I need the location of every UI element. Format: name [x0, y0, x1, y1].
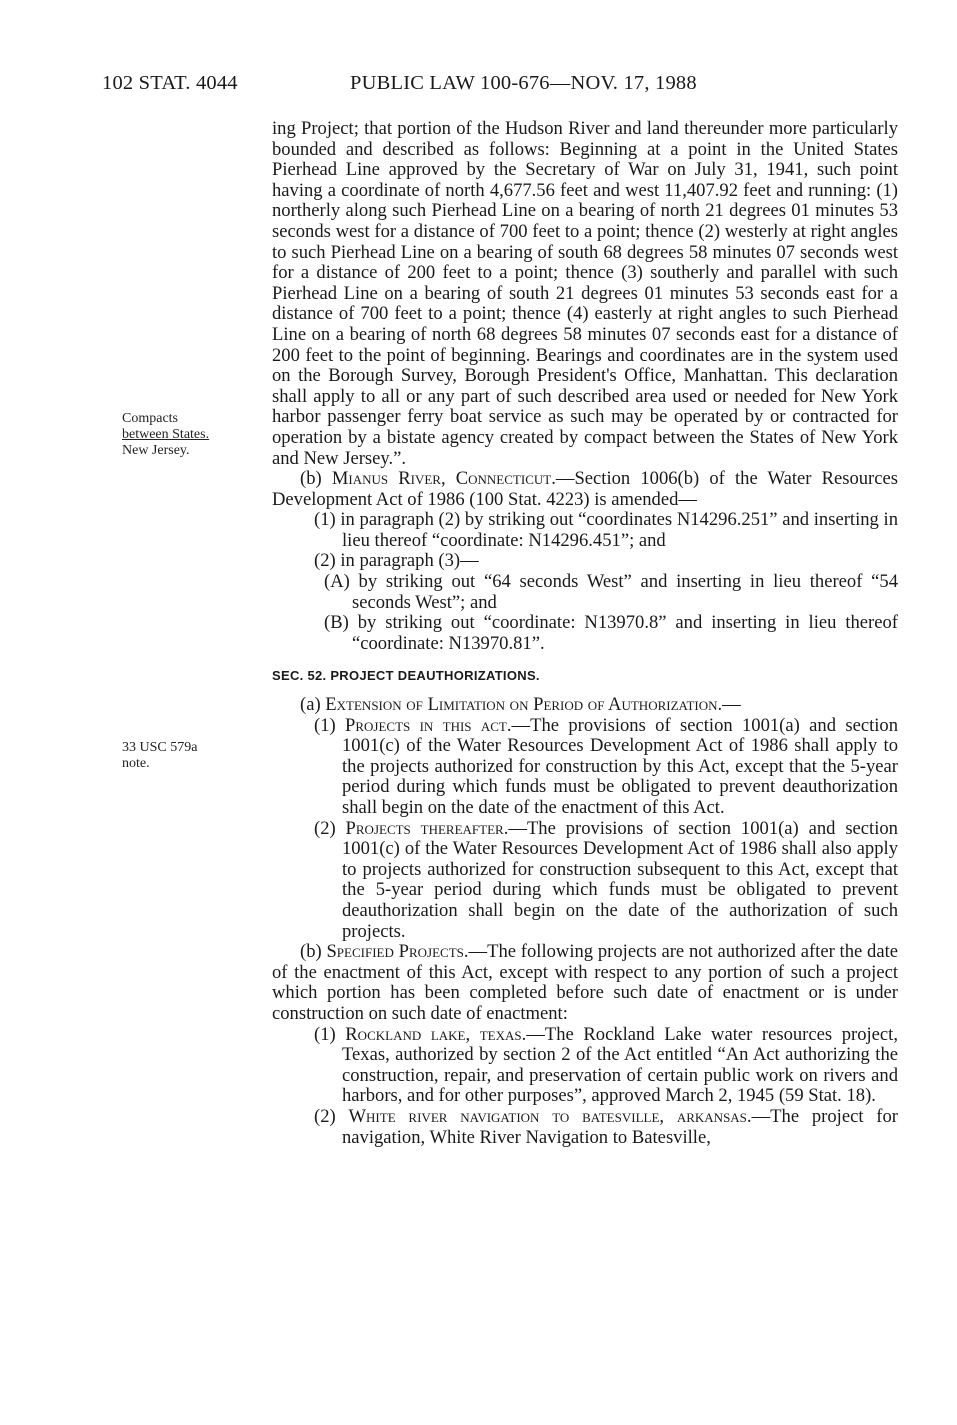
- paragraph-sb1: (1) Rockland lake, texas.—The Rockland Lake water resources project, Texas, authorized by section 2 of the Act entitled “An Act authorizing the construction, repair, and preservation of certain public work on rivers and harbors, and for other purposes”, approved March 2, 1945 (59 Stat. 18).: [314, 1023, 898, 1107]
- body-text: [272, 119, 898, 1148]
- paragraph-b2A: (A) by striking out “64 seconds West” and inserting in lieu thereof “54 seconds West”; and: [324, 571, 898, 613]
- paragraph-a1: (1) Projects in this act.—The provisions of section 1001(a) and section 1001(c) of the Water Resources Development Act of 1986 shall apply to the projects authorized for construction by this Act, except that the 5-year period during which funds must be obligated to prevent deauthorization shall begin on the date of the enactment of this Act.: [314, 714, 898, 818]
- margin-note-line: New Jersey.: [122, 443, 190, 458]
- margin-note-line: Compacts: [122, 411, 178, 426]
- subsection-heading: Mianus River, Connecticut: [331, 468, 552, 490]
- paragraph-heading: Projects thereafter: [345, 817, 504, 839]
- margin-note-usc: [122, 740, 197, 772]
- section-heading: SEC. 52. PROJECT DEAUTHORIZATIONS.: [272, 668, 540, 684]
- paragraph-heading: Rockland lake, texas: [345, 1023, 522, 1045]
- subsection-a-extension: (a) Extension of Limitation on Period of Authorization.—: [300, 694, 741, 716]
- paragraph-project-description: ing Project; that portion of the Hudson River and land thereunder more particularly bounded and described as follows: Beginning at a point in the United States Pierhead Line approved by the Secretary of War on July 31, 1941, such point having a coordinate of north 4,677.56 feet and west 11,407.92 feet and running: (1) northerly along such Pierhead Line on a bearing of north 21 degrees 01 minutes 53 seconds west for a distance of 700 feet to a point; thence (2) westerly at right angles to such Pierhead Line on a bearing of south 68 degrees 58 minutes 07 seconds west for a distance of 200 feet to a point; thence (3) southerly and parallel with such Pierhead Line on a bearing of south 21 degrees 01 minutes 53 seconds east for a distance of 700 feet to a point; thence (4) easterly at right angles to such Pierhead Line on a bearing of north 68 degrees 58 minutes 07 seconds east for a distance of 200 feet to the point of beginning. Bearings and coordinates are in the system used on the Borough Survey, Borough President's Office, Manhattan. This declaration shall apply to all or any part of such described area used or needed for New York harbor passenger ferry boat service as such may be operated by or contracted for operation by a bistate agency created by compact between the States of New York and New Jersey.”.: [272, 118, 898, 469]
- margin-note-line: between States.: [122, 427, 210, 442]
- page-reference: 102 STAT. 4044: [102, 72, 238, 94]
- subsection-heading: Extension of Limitation on Period of Authorization: [325, 694, 718, 716]
- paragraph-heading: Projects in this act: [345, 714, 507, 736]
- margin-note-line: note.: [122, 756, 150, 771]
- subsection-heading: Specified Projects: [326, 941, 464, 963]
- paragraph-b2B: (B) by striking out “coordinate: N13970.8” and inserting in lieu thereof “coordinate: N13970.81”.: [324, 612, 898, 654]
- paragraph-heading: White river navigation to batesville, arkansas: [348, 1105, 747, 1127]
- paragraph-b2: (2) in paragraph (3)—: [314, 550, 479, 572]
- margin-note-line: 33 USC 579a: [122, 740, 198, 755]
- running-header: PUBLIC LAW 100-676—NOV. 17, 1988: [350, 72, 697, 94]
- paragraph-sb2: (2) White river navigation to batesville, arkansas.—The project for navigation, White River Navigation to Batesville,: [314, 1105, 898, 1148]
- paragraph-a2: (2) Projects thereafter.—The provisions of section 1001(a) and section 1001(c) of the Water Resources Development Act of 1986 shall also apply to projects authorized for construction subsequent to this Act, except that the 5-year period during which funds must be obligated to prevent deauthorization shall begin on the date of the authorization of such projects.: [314, 817, 898, 942]
- paragraph-b1: (1) in paragraph (2) by striking out “coordinates N14296.251” and inserting in lieu thereof “coordinate: N14296.451”; and: [314, 509, 898, 551]
- margin-note-compacts: [122, 411, 209, 459]
- subsection-b-specified: (b) Specified Projects.—The following projects are not authorized after the date of the enactment of this Act, except with respect to any portion of such a project which portion has been completed before such date of enactment or is under construction on such date of enactment:: [272, 941, 898, 1024]
- subsection-b-mianus: (b) Mianus River, Connecticut.—Section 1006(b) of the Water Resources Development Act of 1986 (100 Stat. 4223) is amended—: [272, 468, 898, 510]
